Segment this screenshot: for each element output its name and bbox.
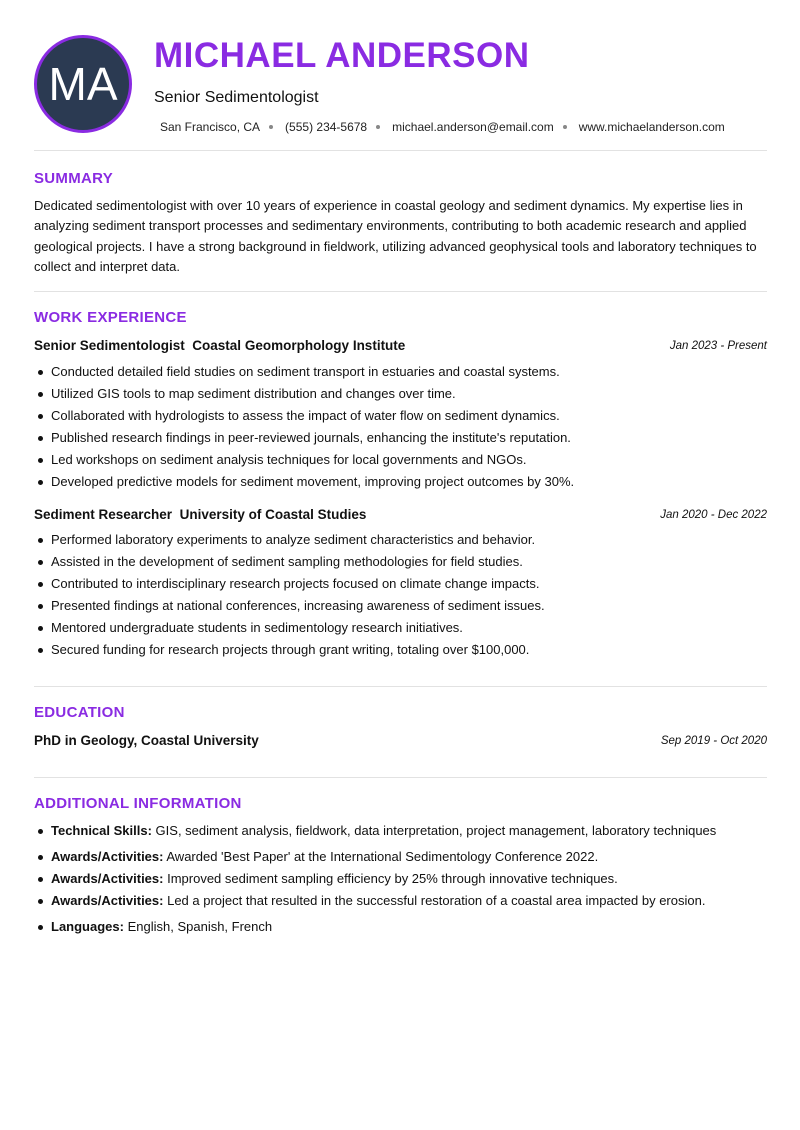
job-bullets [34, 363, 767, 495]
job-dates: Jan 2020 - Dec 2022 [660, 509, 767, 521]
list-item: Contributed to interdisciplinary research projects focused on climate change impacts. [34, 575, 767, 597]
list-item: Performed laboratory experiments to analyze sediment characteristics and behavior. [34, 531, 767, 553]
separator-dot [269, 125, 273, 129]
item-text: Led a project that resulted in the successful restoration of a coastal area impacted by erosion. [167, 893, 706, 908]
list-item: Secured funding for research projects through grant writing, totaling over $100,000. [34, 641, 767, 663]
list-item [34, 892, 767, 914]
item-label: Awards/Activities: [51, 849, 164, 864]
additional-heading: ADDITIONAL INFORMATION [34, 795, 242, 812]
job-role: Senior Sedimentologist [34, 338, 185, 353]
divider [34, 291, 767, 292]
job-header [34, 507, 767, 525]
separator-dot [563, 125, 567, 129]
summary-heading: SUMMARY [34, 170, 114, 187]
job-role: Sediment Researcher [34, 507, 173, 522]
list-item: Mentored undergraduate students in sedimentology research initiatives. [34, 619, 767, 641]
job-header [34, 338, 767, 356]
contact-location: San Francisco, CA [160, 120, 261, 134]
education-dates: Sep 2019 - Oct 2020 [660, 735, 767, 747]
job-organization: University of Coastal Studies [179, 507, 367, 522]
additional-list [34, 822, 767, 940]
avatar [34, 35, 132, 133]
list-item: Collaborated with hydrologists to assess the impact of water flow on sediment dynamics. [34, 407, 767, 429]
job-organization: Coastal Geomorphology Institute [192, 338, 406, 353]
list-item [34, 848, 767, 870]
summary-text: Dedicated sedimentologist with over 10 years of experience in coastal geology and sediment dynamics. My expertise lies in analyzing sediment transport processes and sedimentary environments, contributing to both academic research and applied geological projects. I have a strong background in fieldwork, utilizing advanced geophysical tools and laboratory techniques to collect and interpret data. [34, 198, 757, 274]
divider [34, 777, 767, 778]
divider [34, 686, 767, 687]
item-text: GIS, sediment analysis, fieldwork, data interpretation, project management, laboratory techniques [155, 823, 717, 838]
item-label: Languages: [51, 919, 124, 934]
list-item: Led workshops on sediment analysis techniques for local governments and NGOs. [34, 451, 767, 473]
education-degree: PhD in Geology, Coastal University [34, 733, 259, 748]
item-text: English, Spanish, French [127, 919, 273, 934]
job-bullets [34, 531, 767, 663]
contact-phone[interactable]: (555) 234-5678 [285, 120, 368, 134]
list-item: Conducted detailed field studies on sediment transport in estuaries and coastal systems. [34, 363, 767, 385]
list-item: Published research findings in peer-reviewed journals, enhancing the institute's reputation. [34, 429, 767, 451]
experience-heading: WORK EXPERIENCE [34, 309, 187, 326]
item-label: Technical Skills: [51, 823, 152, 838]
item-label: Awards/Activities: [51, 893, 164, 908]
separator-dot [376, 125, 380, 129]
candidate-name: MICHAEL ANDERSON [154, 36, 530, 75]
list-item [34, 822, 767, 844]
contact-website[interactable]: www.michaelanderson.com [578, 120, 725, 134]
candidate-title: Senior Sedimentologist [154, 89, 319, 106]
list-item [34, 918, 767, 940]
item-label: Awards/Activities: [51, 871, 164, 886]
list-item: Presented findings at national conferences, increasing awareness of sediment issues. [34, 597, 767, 619]
list-item: Developed predictive models for sediment movement, improving project outcomes by 30%. [34, 473, 767, 495]
list-item [34, 870, 767, 892]
contact-email[interactable]: michael.anderson@email.com [392, 120, 554, 134]
contact-bar [160, 120, 725, 134]
list-item: Assisted in the development of sediment sampling methodologies for field studies. [34, 553, 767, 575]
list-item: Utilized GIS tools to map sediment distribution and changes over time. [34, 385, 767, 407]
education-entry [34, 733, 767, 751]
education-heading: EDUCATION [34, 704, 125, 721]
item-text: Awarded 'Best Paper' at the International Sedimentology Conference 2022. [166, 849, 599, 864]
job-dates: Jan 2023 - Present [669, 340, 767, 352]
divider [34, 150, 767, 151]
avatar-initials: MA [48, 58, 118, 110]
item-text: Improved sediment sampling efficiency by 25% through innovative techniques. [167, 871, 618, 886]
